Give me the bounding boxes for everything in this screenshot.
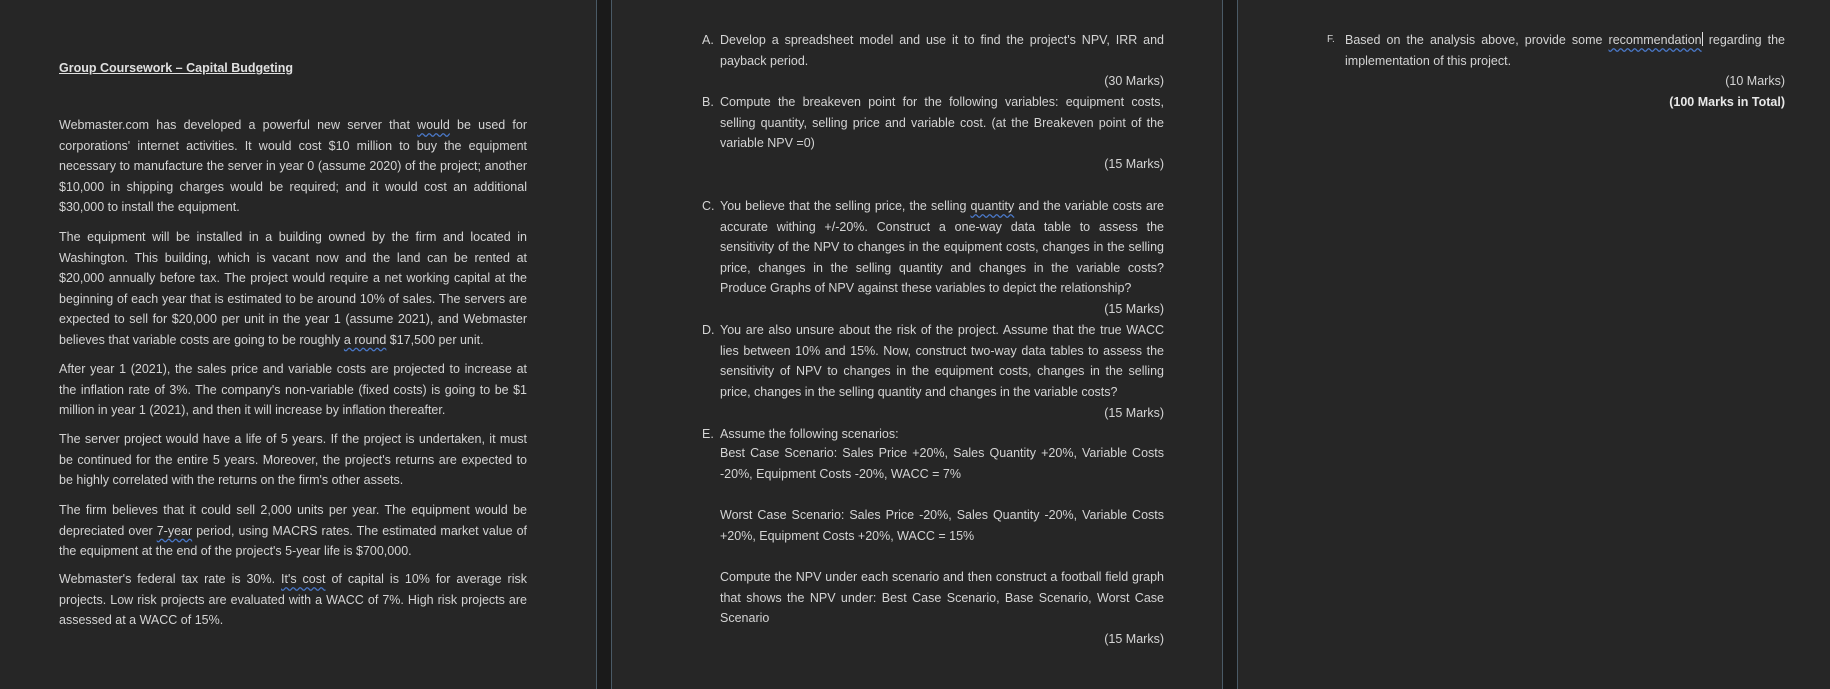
question-text: Based on the analysis above, provide some [1345,33,1609,47]
spelling-flag[interactable]: quantity [970,199,1015,213]
question-text: regarding the implementation of this project. [1345,33,1785,68]
paragraph-text: be used for corporations' internet activities. It would cost $10 million to buy the equipment necessary to manufacture the server in year 0 (assume 2020) of the project; another $10,000 in shipping charges would be required; and it would cost an additional $30,000 to install the equipment. [59,118,527,215]
grammar-flag[interactable]: 7-year [156,523,193,538]
paragraph-text: Webmaster.com has developed a powerful new server that [59,118,418,132]
paragraph-text: of capital is 10% for average risk projects. Low risk projects are evaluated with a WACC of 7%. High risk projects are assessed at a WACC of 15%. [59,572,527,628]
question-c[interactable] [720,196,1164,299]
question-d[interactable]: You are also unsure about the risk of the project. Assume that the true WACC lies between 10% and 15%. Now, construct two-way data tables to assess the sensitivity of NPV to changes in the equipment costs, changes in the selling price, changes in the selling quantity and changes in the variable costs? [720,323,1164,399]
paragraph-inflation[interactable]: After year 1 (2021), the sales price and variable costs are projected to increase at the inflation rate of 3%. The company's non-variable (fixed costs) is going to be $1 million in year 1 (2021), and then it will increase by inflation thereafter. [59,362,527,418]
question-text: and the variable costs are accurate withing +/-20%. Construct a one-way data table to assess the sensitivity of the NPV to changes in the equipment costs, changes in the selling price, changes in the selling quantity and changes in the variable costs? Produce Graphs of NPV against these variables to depict the relationship? [720,199,1164,296]
paragraph-units[interactable] [59,500,527,562]
marks-e: (15 Marks) [1104,632,1164,646]
list-letter-b: B. [702,95,714,109]
document-page-1[interactable] [0,0,596,689]
page-title: Group Coursework – Capital Budgeting [59,61,294,75]
question-a[interactable]: Develop a spreadsheet model and use it to find the project's NPV, IRR and payback period. [720,33,1164,68]
marks-d: (15 Marks) [1104,406,1164,420]
grammar-flag[interactable]: a round [343,332,387,347]
marks-f: (10 Marks) [1725,74,1785,88]
paragraph-intro[interactable] [59,115,527,218]
document-page-3[interactable] [1238,0,1830,689]
paragraph-tax[interactable] [59,569,527,631]
list-letter-d: D. [702,323,715,337]
paragraph-text: Webmaster's federal tax rate is 30%. [59,572,282,586]
scenario-worst[interactable]: Worst Case Scenario: Sales Price -20%, Sales Quantity -20%, Variable Costs +20%, Equipment Costs +20%, WACC = 15% [720,508,1164,543]
paragraph-text: period, using MACRS rates. The estimated market value of the equipment at the end of the project's 5-year life is $700,000. [59,523,527,559]
grammar-flag[interactable]: would [417,118,450,132]
marks-c: (15 Marks) [1104,302,1164,316]
paragraph-text: The firm believes that it could sell 2,000 units per year. The equipment would be depreciated over [59,503,527,538]
scenario-best[interactable]: Best Case Scenario: Sales Price +20%, Sales Quantity +20%, Variable Costs -20%, Equipment Costs -20%, WACC = 7% [720,446,1164,481]
list-letter-e: E. [702,427,714,441]
document-page-2[interactable] [612,0,1222,689]
paragraph-project-life[interactable]: The server project would have a life of 5 years. If the project is undertaken, it must be continued for the entire 5 years. Moreover, the project's returns are expected to be highly correlated with the returns on the firm's other assets. [59,432,527,488]
paragraph-text: $17,500 per unit. [386,332,484,347]
question-e-intro[interactable]: Assume the following scenarios: [720,427,899,441]
marks-a: (30 Marks) [1104,74,1164,88]
question-text: You believe that the selling price, the selling [720,199,971,213]
list-letter-a: A. [702,33,714,47]
grammar-flag[interactable]: It's cost [281,572,326,586]
marks-total: (100 Marks in Total) [1669,95,1785,109]
question-b[interactable]: Compute the breakeven point for the following variables: equipment costs, selling quantity, selling price and variable cost. (at the Breakeven point of the variable NPV =0) [720,95,1164,151]
paragraph-equipment[interactable] [59,227,527,351]
spelling-flag[interactable]: recommendation [1608,33,1702,47]
list-letter-c: C. [702,199,715,213]
paragraph-text: The equipment will be installed in a building owned by the firm and located in Washington. This building, which is vacant now and the land can be rented at $20,000 annually before tax. The project would require a net working capital at the beginning of each year that is estimated to be around 10% of sales. The servers are expected to sell for $20,000 per unit in the year 1 (assume 2021), and Webmaster believes that variable costs are going to be roughly [59,230,527,347]
page-gap [1222,0,1238,689]
marks-b: (15 Marks) [1104,157,1164,171]
question-e-compute[interactable]: Compute the NPV under each scenario and then construct a football field graph that shows the NPV under: Best Case Scenario, Base Scenario, Worst Case Scenario [720,570,1164,626]
list-letter-f: F. [1327,34,1335,45]
page-gap [596,0,612,689]
question-f[interactable] [1345,30,1785,71]
